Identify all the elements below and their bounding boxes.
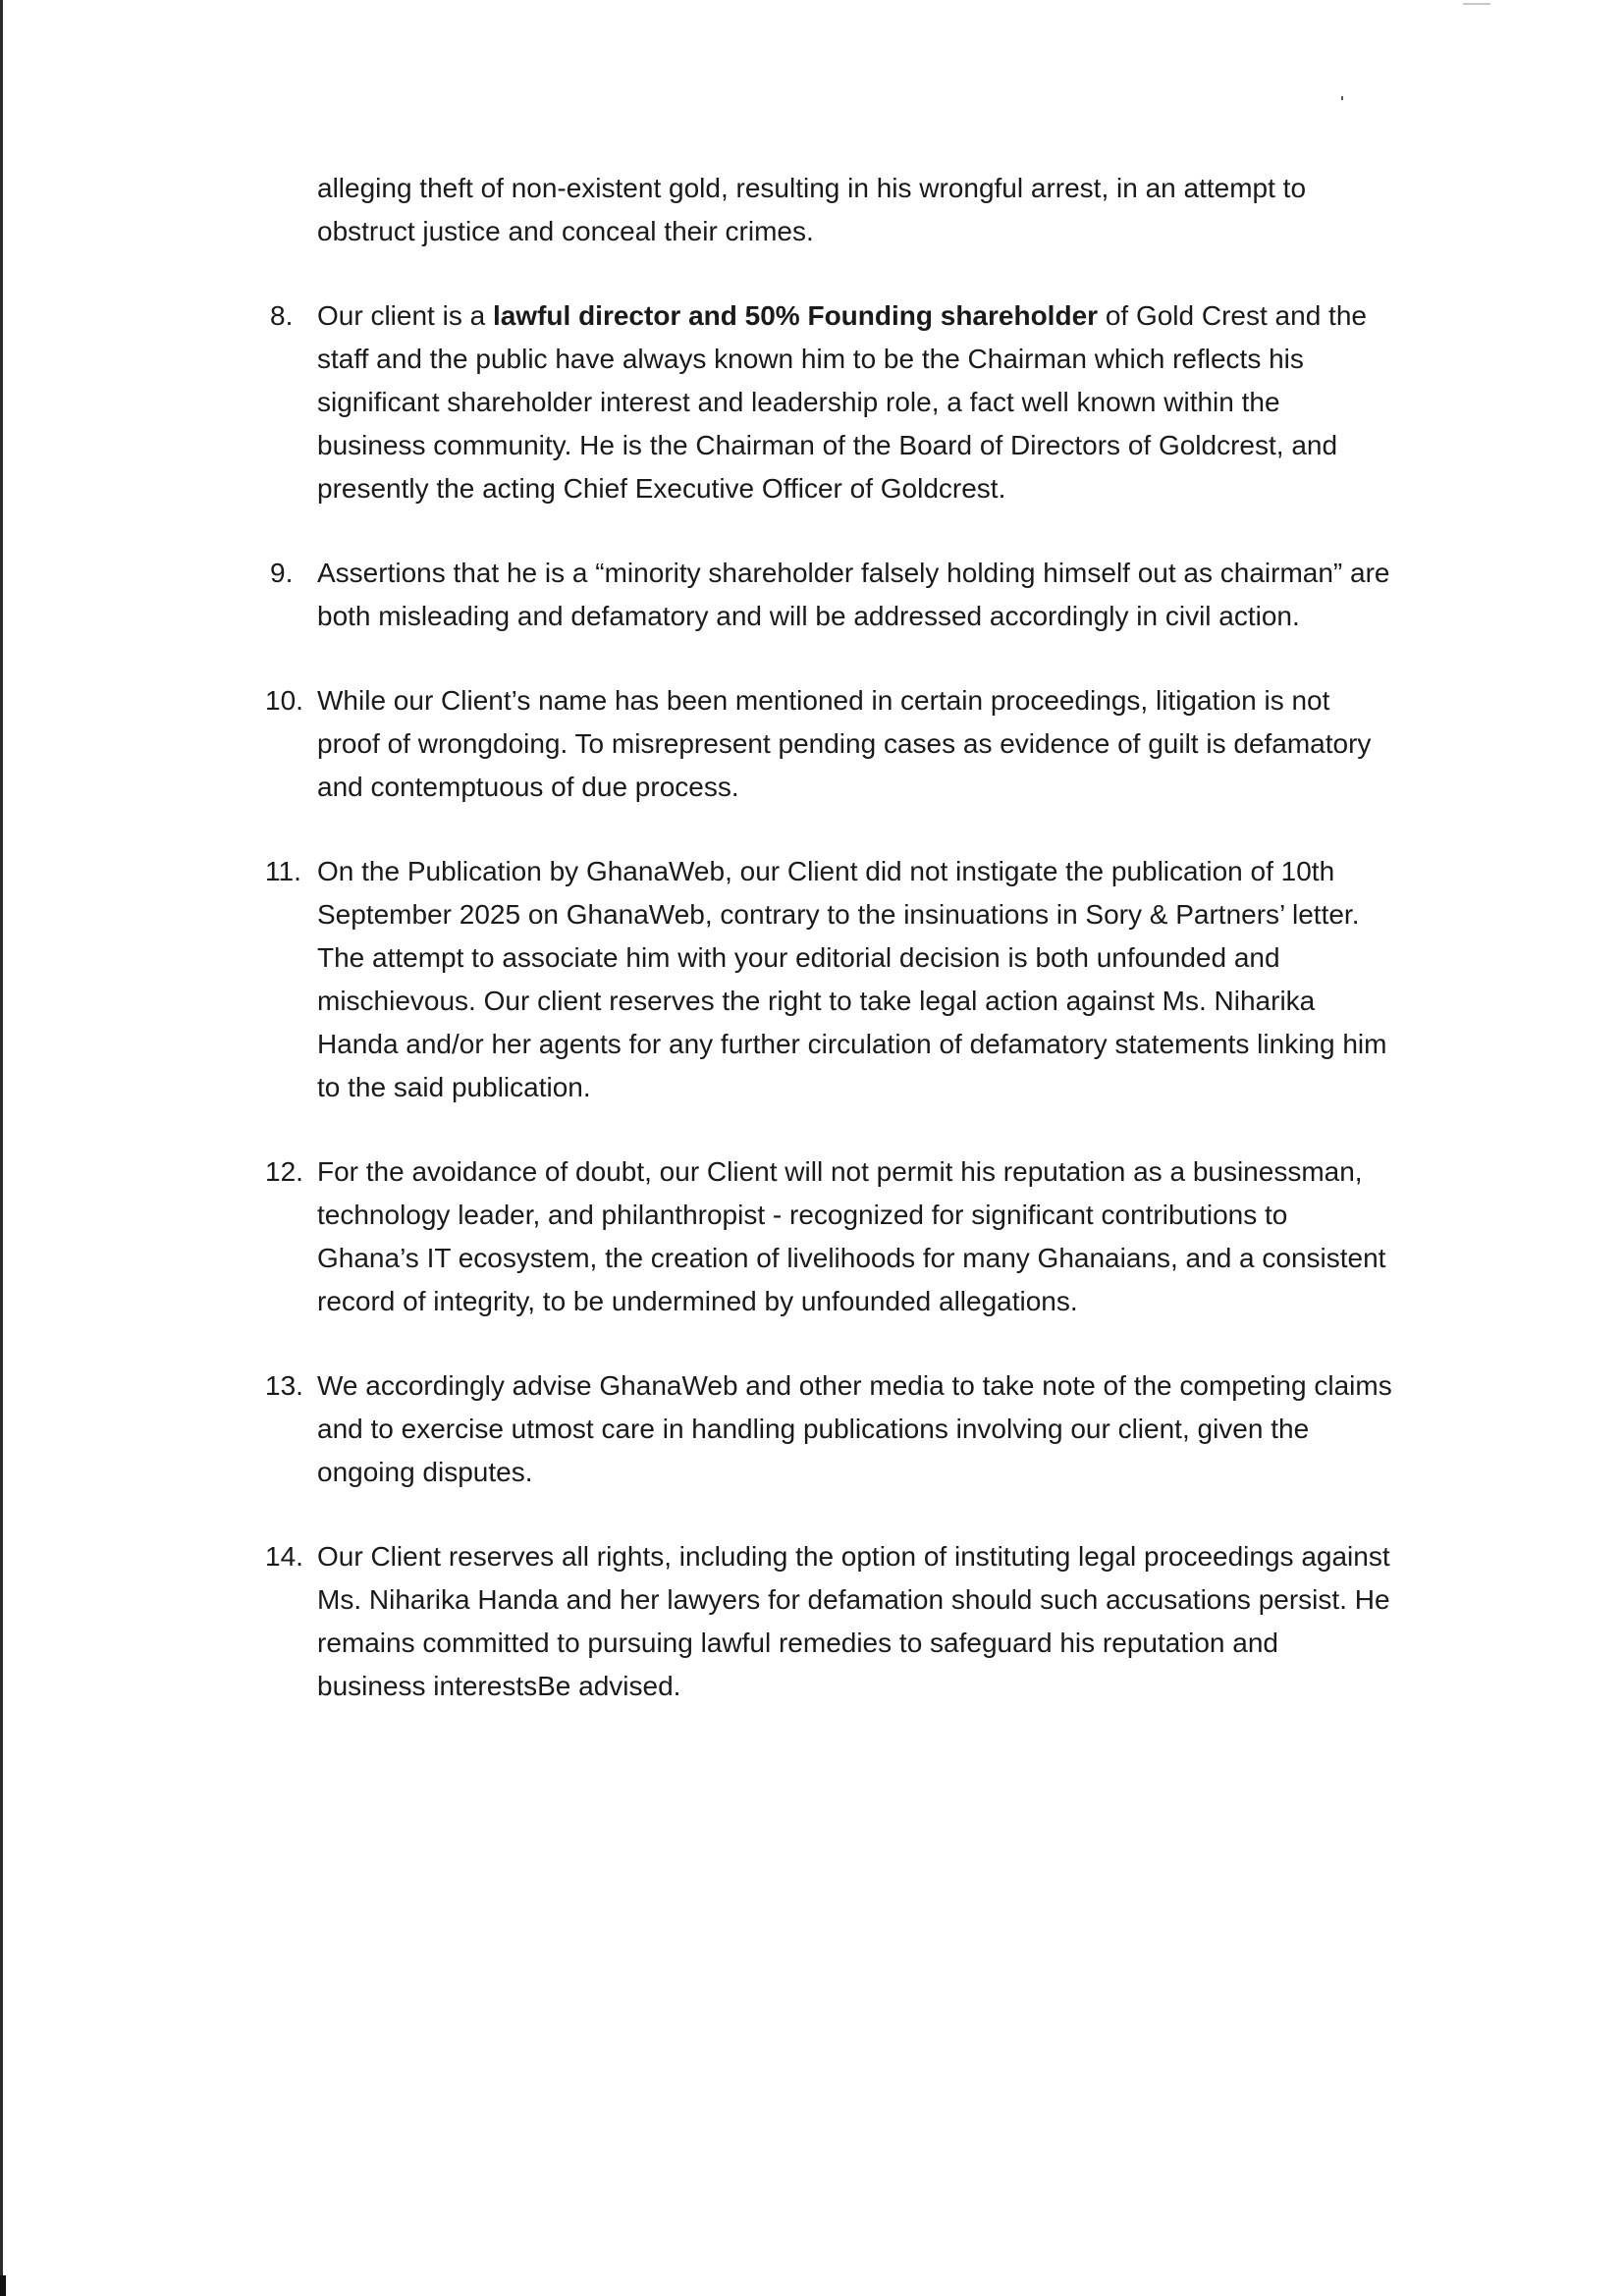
list-item bbox=[265, 1535, 1394, 1708]
item-text: Assertions that he is a “minority shareholder falsely holding himself out as chairman” are both misleading and defamatory and will be addressed accordingly in civil action. bbox=[317, 558, 1390, 631]
item-number: 8. bbox=[270, 300, 294, 331]
item-text: We accordingly advise GhanaWeb and other media to take note of the competing claims and to exercise utmost care in handling publications involving our client, given the ongoing disputes. bbox=[317, 1370, 1392, 1487]
item-text: While our Client’s name has been mentioned in certain proceedings, litigation is not proof of wrongdoing. To misrepresent pending cases as evidence of guilt is defamatory and contemptuous of due process. bbox=[317, 685, 1372, 802]
item-number: 11. bbox=[265, 856, 301, 886]
item-text-end: of Gold Crest and the staff and the public have always known him to be the Chairman which reflects his significant shareholder interest and leadership role, a fact well known within the business community. He is the Chairman of the Board of Directors of Goldcrest, and presently the acting Chief Executive Officer of Goldcrest. bbox=[317, 300, 1367, 504]
item-text: Our Client reserves all rights, including the option of instituting legal proceedings against Ms. Niharika Handa and her lawyers for defamation should such accusations persist. He remains committed to pursuing lawful remedies to safeguard his reputation and business interestsBe advised. bbox=[317, 1541, 1390, 1701]
list-item bbox=[265, 1364, 1394, 1494]
item-number: 13. bbox=[265, 1370, 303, 1401]
item-text-start: Our client is a bbox=[317, 300, 493, 331]
list-item bbox=[265, 850, 1394, 1109]
intro-paragraph: alleging theft of non-existent gold, resulting in his wrongful arrest, in an attempt to obstruct justice and conceal their crimes. bbox=[317, 173, 1307, 246]
document-body bbox=[265, 167, 1394, 1749]
list-item bbox=[265, 679, 1394, 809]
scan-edge-left bbox=[0, 0, 3, 2296]
list-item bbox=[265, 552, 1394, 638]
item-text: For the avoidance of doubt, our Client will not permit his reputation as a businessman, technology leader, and philanthropist - recognized for significant contributions to Ghana’s IT ecosystem, the creation of livelihoods for many Ghanaians, and a consistent record of integrity, to be undermined by unfounded allegations. bbox=[317, 1156, 1386, 1316]
scan-mark-top-right bbox=[1463, 3, 1490, 5]
scan-speck bbox=[1341, 96, 1343, 100]
list-item bbox=[265, 1150, 1394, 1323]
item-number: 10. bbox=[265, 685, 303, 716]
item-number: 12. bbox=[265, 1156, 303, 1187]
scan-mark-bottom-left bbox=[0, 2275, 6, 2296]
item-number: 9. bbox=[270, 558, 294, 588]
list-item bbox=[265, 294, 1394, 510]
item-text-bold: lawful director and 50% Founding shareholder bbox=[492, 300, 1099, 331]
item-number: 14. bbox=[265, 1541, 303, 1572]
item-text: On the Publication by GhanaWeb, our Client did not instigate the publication of 10th September 2025 on GhanaWeb, contrary to the insinuations in Sory & Partners’ letter. The attempt to associate him with your editorial decision is both unfounded and mischievous. Our client reserves the right to take legal action against Ms. Niharika Handa and/or her agents for any further circulation of defamatory statements linking him to the said publication. bbox=[317, 856, 1387, 1102]
numbered-list bbox=[265, 294, 1394, 1708]
